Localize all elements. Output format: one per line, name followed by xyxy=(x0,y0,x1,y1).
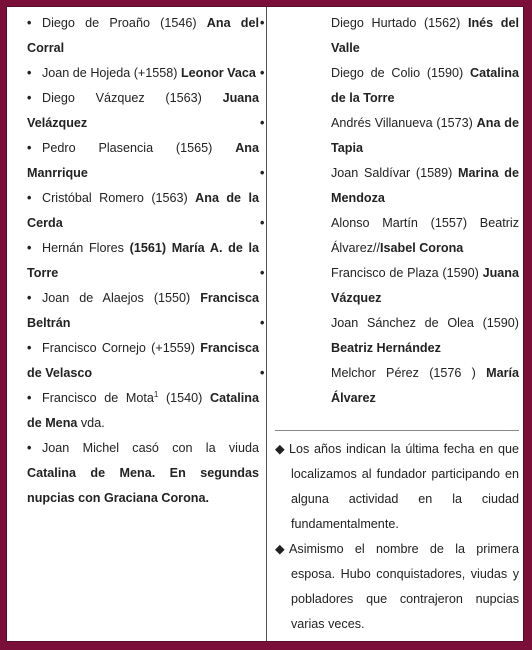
bullet-icon: • xyxy=(27,291,32,305)
wife-name: Catalina de Mena xyxy=(27,391,260,430)
bullet-icon: • xyxy=(27,441,32,455)
founder-name: Diego Hurtado (1562) xyxy=(331,16,461,30)
bullet-icon: • xyxy=(260,316,265,330)
wife-name: Beatriz Hernández xyxy=(331,341,441,355)
wife-name: Juana Velázquez xyxy=(27,91,259,130)
wife-name: Leonor Vaca xyxy=(180,66,256,80)
list-item xyxy=(260,311,519,361)
founder-name: Joan de Hojeda (+1558) xyxy=(42,66,178,80)
founder-name: Hernán Flores xyxy=(42,241,124,255)
diamond-bullet-icon: ◆ xyxy=(275,442,285,456)
list-item xyxy=(260,361,519,411)
bullet-icon: • xyxy=(27,391,32,405)
list-item xyxy=(27,236,259,286)
wife-name: Ana de la Cerda xyxy=(27,191,259,230)
note-item xyxy=(275,537,519,637)
wife-name: (1561) María A. de la Torre xyxy=(27,241,260,280)
founder-name: Diego de Colio (1590) xyxy=(331,66,464,80)
wife-name: Ana Manrrique xyxy=(27,141,259,180)
bullet-icon: • xyxy=(260,16,265,30)
diamond-bullet-icon: ◆ xyxy=(275,542,285,556)
list-item xyxy=(260,261,520,311)
right-column xyxy=(260,11,520,411)
founder-name: Melchor Pérez (1576 ) xyxy=(331,366,476,380)
list-item xyxy=(27,186,259,236)
note-text: Los años indican la última fecha en que localizamos al fundador participando en alguna actividad en la ciudad fundamentalmente. xyxy=(289,442,519,531)
bullet-icon: • xyxy=(260,66,265,80)
bullet-icon: • xyxy=(27,66,32,80)
bullet-icon: • xyxy=(260,216,265,230)
list-item xyxy=(260,211,519,261)
founder-name: Pedro Plasencia (1565) xyxy=(42,141,213,155)
bullet-icon: • xyxy=(27,341,32,355)
column-divider xyxy=(266,7,267,641)
list-item xyxy=(260,111,519,161)
footnote-marker: 1 xyxy=(153,389,159,399)
wife-name: Francisca Beltrán xyxy=(27,291,260,330)
founder-year: (1540) xyxy=(158,391,203,405)
wife-name: Inés del Valle xyxy=(331,16,519,55)
wife-name: María Álvarez xyxy=(331,366,519,405)
wife-name: Catalina de la Torre xyxy=(331,66,520,105)
left-column xyxy=(27,11,259,511)
list-item xyxy=(27,86,259,136)
wife-name: Juana Vázquez xyxy=(331,266,520,305)
bullet-icon: • xyxy=(260,116,265,130)
notes-separator xyxy=(275,430,519,431)
note-text: Asimismo el nombre de la primera esposa. Hubo conquistadores, viudas y pobladores que contrajeron nupcias varias veces. xyxy=(289,542,519,631)
founder-name: Andrés Villanueva (1573) xyxy=(331,116,473,130)
wife-name: Catalina de Mena. En segundas nupcias con Graciana Corona. xyxy=(27,466,259,505)
founder-name: Cristóbal Romero (1563) xyxy=(42,191,188,205)
list-item xyxy=(260,161,519,211)
document-frame xyxy=(6,6,524,642)
bullet-icon: • xyxy=(27,241,32,255)
list-item xyxy=(27,336,259,386)
bullet-icon: • xyxy=(27,16,32,30)
bullet-icon: • xyxy=(260,366,265,380)
bullet-icon: • xyxy=(27,141,32,155)
list-item xyxy=(27,436,259,511)
list-item xyxy=(27,61,259,86)
wife-name: Francisca de Velasco xyxy=(27,341,259,380)
bullet-icon: • xyxy=(27,191,32,205)
bullet-icon: • xyxy=(27,91,32,105)
entry-suffix: vda. xyxy=(77,416,105,430)
list-item xyxy=(260,61,520,111)
note-item xyxy=(275,437,519,537)
founder-name: Joan Sánchez de Olea (1590) xyxy=(331,316,519,330)
list-item xyxy=(27,136,259,186)
list-item xyxy=(27,386,259,436)
founder-name: Diego de Proaño (1546) xyxy=(42,16,197,30)
founder-name: Joan Saldívar (1589) xyxy=(331,166,453,180)
founder-name: Joan de Alaejos (1550) xyxy=(42,291,191,305)
founder-name: Francisco Cornejo (+1559) xyxy=(42,341,195,355)
wife-name: Isabel Corona xyxy=(380,241,464,255)
wife-name: Marina de Mendoza xyxy=(331,166,519,205)
entry-text: Joan Michel casó con la viuda xyxy=(42,441,259,455)
founder-name: Francisco de Plaza (1590) xyxy=(331,266,479,280)
founder-name: Francisco de Mota xyxy=(42,391,154,405)
list-item xyxy=(27,11,259,61)
founder-name: Diego Vázquez (1563) xyxy=(42,91,202,105)
wife-name: Ana del Corral xyxy=(27,16,259,55)
bullet-icon: • xyxy=(260,266,265,280)
list-item xyxy=(260,11,519,61)
founder-name: Alonso Martín (1557) Beatriz Álvarez// xyxy=(331,216,519,255)
bullet-icon: • xyxy=(260,166,265,180)
notes-section xyxy=(275,437,519,637)
list-item xyxy=(27,286,259,336)
wife-name: Ana de Tapia xyxy=(331,116,519,155)
